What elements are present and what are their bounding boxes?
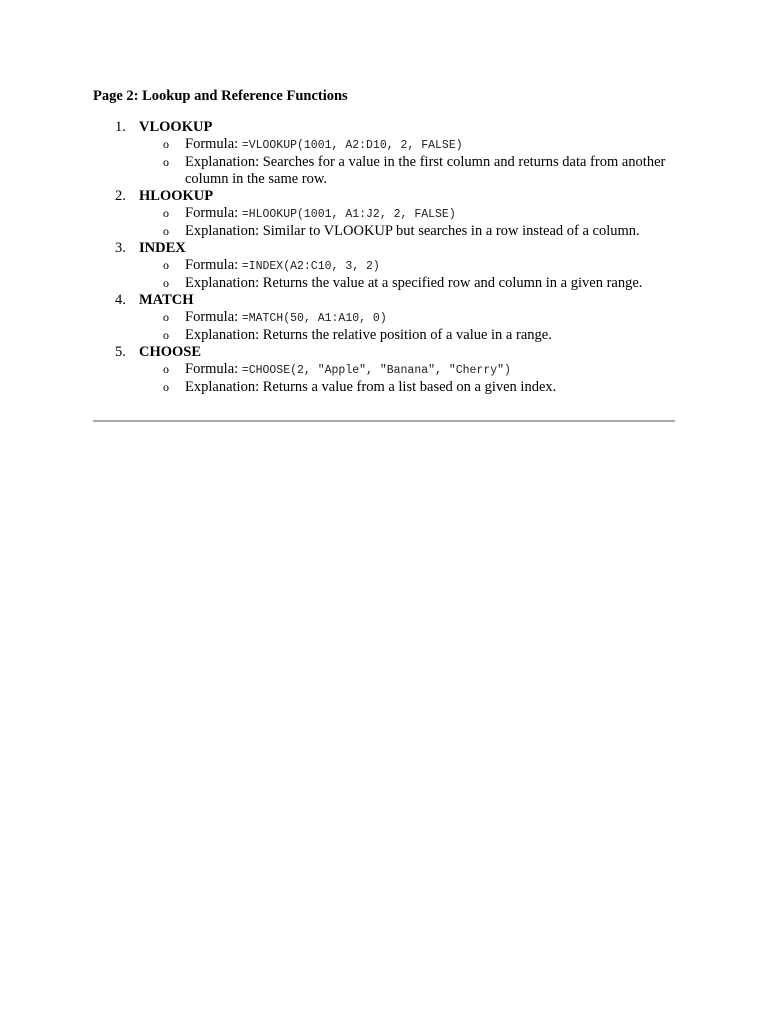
function-item-vlookup <box>93 119 675 188</box>
function-item-hlookup <box>93 188 675 240</box>
function-details <box>139 205 675 240</box>
formula-label: Formula: <box>185 309 242 325</box>
formula-code: =CHOOSE(2, "Apple", "Banana", "Cherry") <box>241 364 511 377</box>
formula-label: Formula: <box>185 136 242 152</box>
formula-code: =VLOOKUP(1001, A2:D10, 2, FALSE) <box>241 139 463 152</box>
formula-label: Formula: <box>185 205 242 221</box>
function-details <box>139 136 675 188</box>
explanation-text: Explanation: Searches for a value in the first column and returns data from another column in the same row. <box>185 154 666 187</box>
horizontal-divider <box>93 420 675 422</box>
function-details <box>139 361 675 396</box>
item-number: 5. <box>115 344 126 360</box>
explanation-line <box>139 379 675 396</box>
formula-label: Formula: <box>185 257 242 273</box>
formula-label: Formula: <box>185 361 242 377</box>
bullet-icon: o <box>163 310 169 324</box>
item-number: 3. <box>115 240 126 256</box>
bullet-icon: o <box>163 362 169 376</box>
explanation-text: Explanation: Returns the relative position of a value in a range. <box>185 327 552 343</box>
item-number: 4. <box>115 292 126 308</box>
function-name: MATCH <box>139 292 194 308</box>
explanation-text: Explanation: Similar to VLOOKUP but searches in a row instead of a column. <box>185 223 640 239</box>
function-details <box>139 309 675 344</box>
function-name: INDEX <box>139 240 186 256</box>
page-title: Page 2: Lookup and Reference Functions <box>93 88 348 104</box>
formula-line <box>139 257 675 275</box>
function-item-match <box>93 292 675 344</box>
bullet-icon: o <box>163 206 169 220</box>
formula-line <box>139 136 675 154</box>
bullet-icon: o <box>163 276 169 290</box>
formula-code: =HLOOKUP(1001, A1:J2, 2, FALSE) <box>241 208 456 221</box>
explanation-text: Explanation: Returns the value at a specified row and column in a given range. <box>185 275 643 291</box>
document-page <box>93 87 675 396</box>
formula-code: =MATCH(50, A1:A10, 0) <box>241 312 387 325</box>
function-name: CHOOSE <box>139 344 202 360</box>
function-name: HLOOKUP <box>139 188 214 204</box>
bullet-icon: o <box>163 258 169 272</box>
bullet-icon: o <box>163 328 169 342</box>
function-name: VLOOKUP <box>139 119 213 135</box>
item-number: 1. <box>115 119 126 135</box>
bullet-icon: o <box>163 137 169 151</box>
function-list <box>93 119 675 396</box>
bullet-icon: o <box>163 155 169 169</box>
function-item-index <box>93 240 675 292</box>
item-number: 2. <box>115 188 126 204</box>
bullet-icon: o <box>163 224 169 238</box>
explanation-line <box>139 275 675 292</box>
explanation-line <box>139 223 675 240</box>
formula-line <box>139 205 675 223</box>
formula-line <box>139 361 675 379</box>
bullet-icon: o <box>163 380 169 394</box>
function-details <box>139 257 675 292</box>
formula-code: =INDEX(A2:C10, 3, 2) <box>241 260 380 273</box>
explanation-line <box>139 154 675 188</box>
explanation-text: Explanation: Returns a value from a list based on a given index. <box>185 379 557 395</box>
formula-line <box>139 309 675 327</box>
explanation-line <box>139 327 675 344</box>
function-item-choose <box>93 344 675 396</box>
